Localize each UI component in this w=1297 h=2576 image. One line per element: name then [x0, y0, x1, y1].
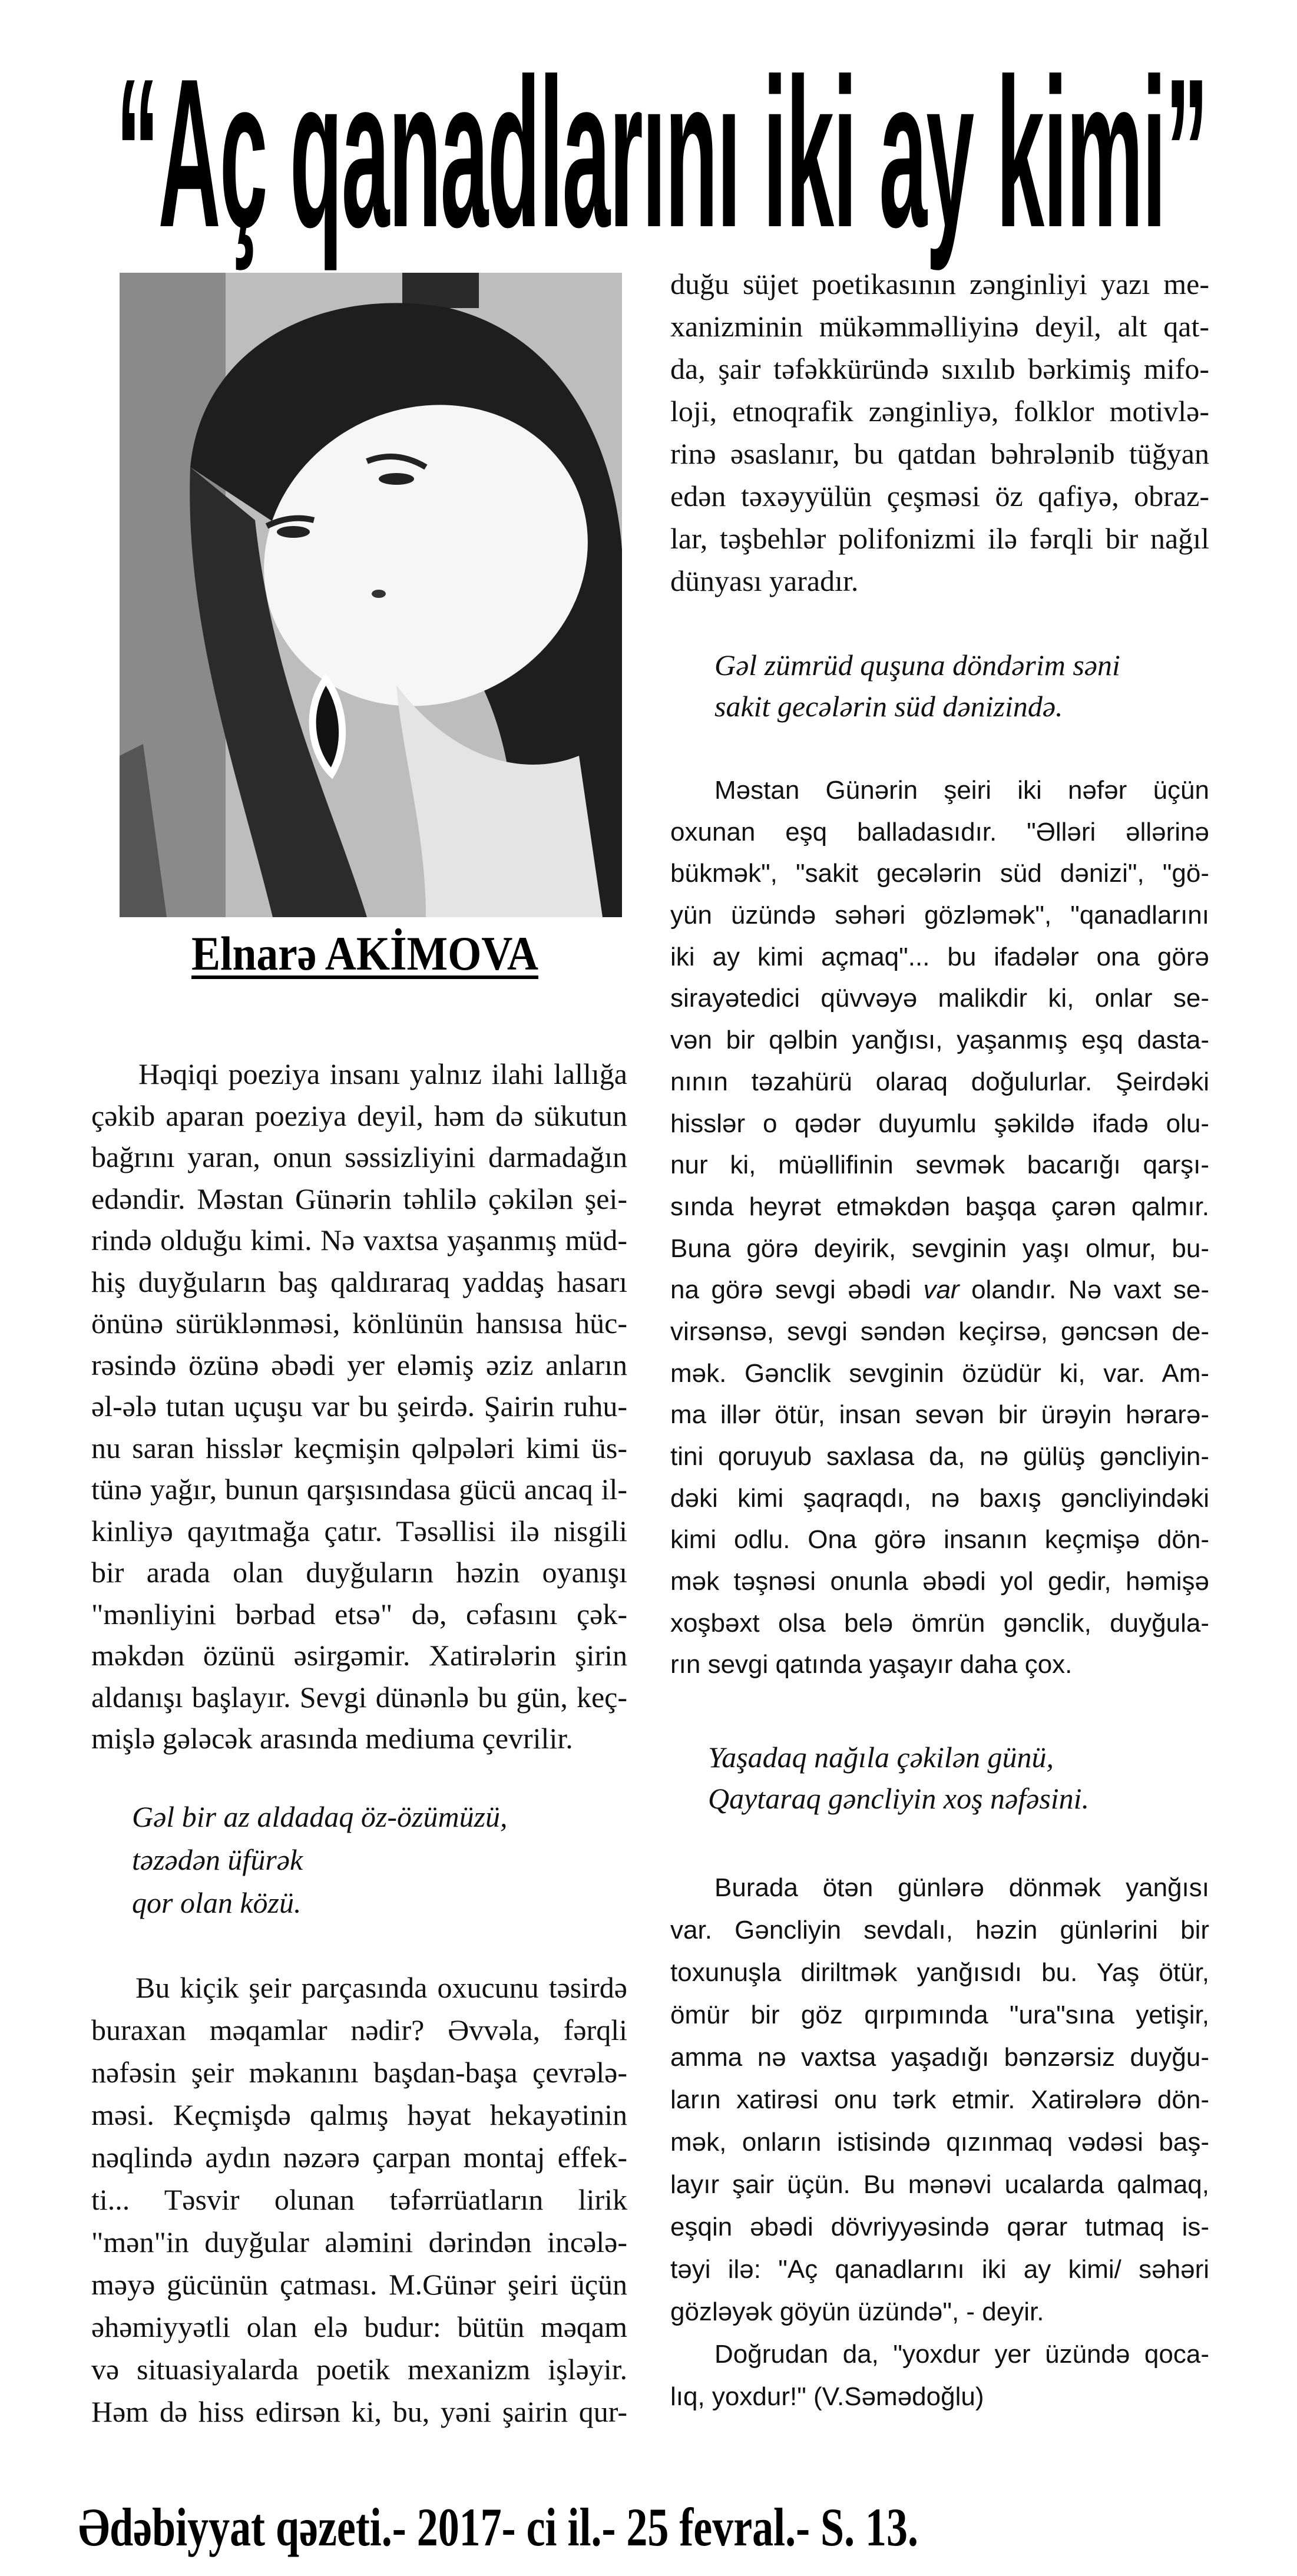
text-line: yün üzündə səhəri gözləmək", "qanadlarını — [670, 901, 1209, 930]
text-line: buraxan məqamlar nədir? Əvvəla, fərqli — [91, 2013, 627, 2046]
text-line: mişlə gələcək arasında mediuma çevrilir. — [91, 1722, 573, 1755]
italic-word: var — [923, 1275, 959, 1305]
text-line: və situasiyalarda poetik mexanizm işləyir. — [91, 2353, 627, 2386]
right-poem-1 — [714, 644, 1209, 727]
left-poem — [132, 1795, 627, 1924]
article-title: “Aç qanadlarını iki ay kimi” — [116, 35, 1207, 272]
text-line: loji, etnoqrafik zənginliyə, folklor motivlə- — [670, 395, 1209, 428]
text-line: virsənsə, sevgi səndən keçirsə, gəncsən de- — [670, 1317, 1209, 1346]
text-line: məyə gücünün çatması. M.Günər şeiri üçün — [91, 2268, 627, 2301]
text-line: da, şair təfəkküründə sıxılıb bərkimiş mifo- — [670, 352, 1209, 385]
text-line: nının təzahürü olaraq doğulurlar. Şeirdəki — [670, 1067, 1209, 1096]
text-line: tini qoruyub saxlasa da, nə gülüş gəncliyin- — [670, 1442, 1209, 1471]
right-paragraph-4 — [670, 2333, 1209, 2418]
text-line: mək, onların istisində qızınmaq vədəsi baş- — [670, 2128, 1209, 2157]
right-paragraph-2 — [670, 770, 1209, 1686]
text-line: amma nə vaxtsa yaşadığı bənzərsiz duyğu- — [670, 2043, 1209, 2072]
text-line: əhəmiyyətli olan elə budur: bütün məqam — [91, 2310, 627, 2343]
right-poem-2 — [708, 1737, 1209, 1819]
text-line: lar, təşbehlər polifonizmi ilə fərqli bir nağıl — [670, 522, 1209, 555]
text-line: əl-ələ tutan uçuşu var bu şeirdə. Şairin ruhu- — [91, 1390, 627, 1423]
text-line: ma illər ötür, insan sevən bir ürəyin hərarə- — [670, 1400, 1209, 1430]
source-citation: Ədəbiyyat qəzeti.- 2017- ci il.- 25 fevral.- S. 13. — [78, 2497, 918, 2557]
author-photo — [120, 273, 622, 917]
text-line: dəki kimi şaqraqdı, nə baxış gəncliyindəki — [670, 1483, 1209, 1513]
left-paragraph-2 — [91, 1966, 627, 2433]
text-line: aldanışı başlayır. Sevgi dünənlə bu gün, keç- — [91, 1680, 627, 1714]
text-line: nəqlində aydın nəzərə çarpan montaj effek- — [91, 2141, 627, 2174]
text-line: Həqiqi poeziya insanı yalnız ilahi lallığa — [138, 1057, 627, 1090]
text-line: məsi. Keçmişdə qalmış həyat hekayətinin — [91, 2098, 627, 2131]
source-citation-container — [78, 2498, 918, 2557]
text-line: kinliyə qayıtmağa çatır. Təsəllisi ilə nisgili — [91, 1514, 627, 1547]
text-line: Gəl bir az aldadaq öz-özümüzü, — [132, 1800, 508, 1833]
text-line: sirayətedici qüvvəyə malikdir ki, onlar se- — [670, 984, 1209, 1013]
author-byline-container — [191, 927, 538, 983]
text-line: iki ay kimi açmaq"... bu ifadələr ona görə — [670, 942, 1209, 971]
text-line: bükmək", "sakit gecələrin süd dənizi", "gö- — [670, 859, 1209, 888]
text-line: Gəl zümrüd quşuna döndərim səni — [714, 649, 1120, 682]
text-line: nəfəsin şeir məkanını başdan-başa çevrələ- — [91, 2056, 627, 2089]
text-line: təyi ilə: "Aç qanadlarını iki ay kimi/ səhəri — [670, 2255, 1209, 2284]
author-byline: Elnarə AKİMOVA — [191, 927, 538, 980]
text-line: dünyası yaradır. — [670, 564, 859, 597]
text-line: oxunan eşq balladasıdır. "Əlləri əllərinə — [670, 817, 1209, 846]
text-segment: na görə sevgi əbədi — [670, 1275, 924, 1305]
text-line: Bu kiçik şeir parçasında oxucunu təsirdə — [135, 1971, 627, 2004]
text-line: məkdən özünü əsirgəmir. Xatirələrin şirin — [91, 1639, 627, 1672]
text-line: rəsində özünə əbədi yer eləmiş əziz anların — [91, 1348, 627, 1381]
text-line: kimi odlu. Ona görə insanın keçmişə dön- — [670, 1525, 1209, 1555]
text-line: sında heyrət etməkdən başqa çarən qalmır. — [670, 1192, 1209, 1221]
text-line: eşqin əbədi dövriyyəsində qərar tutmaq is- — [670, 2213, 1209, 2241]
text-line: Buna görə deyirik, sevginin yaşı olmur, bu- — [670, 1234, 1209, 1263]
text-line: layır şair üçün. Bu mənəvi ucalarda qalmaq, — [670, 2170, 1209, 2199]
text-line: Yaşadaq nağıla çəkilən günü, — [708, 1741, 1054, 1774]
text-line: Doğrudan da, "yoxdur yer üzündə qoca- — [714, 2340, 1209, 2369]
text-line: mək təşnəsi onunla əbədi yol gedir, həmişə — [670, 1567, 1209, 1596]
text-line: Həm də hiss edirsən ki, bu, yəni şairin qur- — [91, 2395, 627, 2428]
text-line: Məstan Günərin şeiri iki nəfər üçün — [714, 776, 1209, 805]
text-line: "mənliyini bərbad etsə" də, cəfasını çək- — [91, 1597, 627, 1631]
text-line: xoşbəxt olsa belə ömrün gənclik, duyğula- — [670, 1608, 1209, 1638]
portrait-image — [120, 273, 622, 917]
text-line: hisslər o qədər duyumlu şəkildə ifadə olu- — [670, 1109, 1209, 1138]
text-line: Qaytaraq gəncliyin xoş nəfəsini. — [708, 1782, 1090, 1815]
text-line: mək. Gənclik sevginin özüdür ki, var. Am- — [670, 1358, 1209, 1388]
text-line: xanizminin mükəmməlliyinə deyil, alt qat- — [670, 310, 1209, 343]
text-line: rın sevgi qatında yaşayır daha çox. — [670, 1650, 1073, 1679]
text-line: gözləyək göyün üzündə", - deyir. — [670, 2297, 1044, 2326]
text-line: rinə əsaslanır, bu qatdan bəhrələnib tüğyan — [670, 437, 1209, 470]
text-line: nur ki, müəllifinin sevmək bacarığı qarşı- — [670, 1150, 1209, 1180]
text-line: lıq, yoxdur!" (V.Səmədoğlu) — [670, 2382, 984, 2411]
text-line: təzədən üfürək — [132, 1843, 303, 1876]
text-line: ti... Təsvir olunan təfərrüatların lirik — [91, 2183, 627, 2216]
right-paragraph-1 — [670, 263, 1209, 602]
text-line: tünə yağır, bunun qarşısındasa gücü ancaq il- — [91, 1473, 627, 1506]
text-line: qor olan közü. — [132, 1886, 302, 1919]
right-paragraph-3 — [670, 1867, 1209, 2333]
text-line: edən təxəyyülün çeşməsi öz qafiyə, obraz- — [670, 480, 1209, 512]
text-line: ömür bir göz qırpımında "ura"sına yetişir, — [670, 2000, 1209, 2029]
text-line: bir arada olan duyğuların həzin oyanışı — [91, 1556, 627, 1589]
text-line: var. Gəncliyin sevdalı, həzin günlərini bir — [670, 1916, 1209, 1945]
text-segment: olandır. Nə vaxt se- — [959, 1275, 1209, 1305]
text-line: toxunuşla diriltmək yanğısıdı bu. Yaş ötür, — [670, 1958, 1209, 1987]
text-line: edəndir. Məstan Günərin təhlilə çəkilən şei- — [91, 1182, 627, 1215]
text-line: çəkib aparan poeziya deyil, həm də sükutun — [91, 1099, 627, 1132]
left-paragraph-1 — [91, 1053, 627, 1760]
text-line: ların xatirəsi onu tərk etmir. Xatirələrə dön- — [670, 2085, 1209, 2114]
text-line: önünə sürüklənməsi, könlünün hansısa hüc- — [91, 1307, 627, 1340]
text-line — [670, 1269, 1209, 1311]
text-line: Burada ötən günlərə dönmək yanğısı — [714, 1873, 1209, 1902]
text-line: bağrını yaran, onun səssizliyini darmadağın — [91, 1140, 627, 1173]
article-title-container — [116, 35, 1207, 272]
text-line: nu saran hisslər keçmişin qəlpələri kimi üs- — [91, 1431, 627, 1464]
text-line: "mən"in duyğular aləmini dərindən incələ- — [91, 2226, 627, 2258]
text-line: duğu süjet poetikasının zənginliyi yazı me- — [670, 267, 1209, 300]
text-line: vən bir qəlbin yanğısı, yaşanmış eşq dasta- — [670, 1026, 1209, 1055]
text-line: hiş duyğuların baş qaldıraraq yaddaş hasarı — [91, 1265, 627, 1298]
text-line: sakit gecələrin süd dənizində. — [714, 690, 1063, 723]
text-line: rində olduğu kimi. Nə vaxtsa yaşanmış müd- — [91, 1223, 627, 1256]
